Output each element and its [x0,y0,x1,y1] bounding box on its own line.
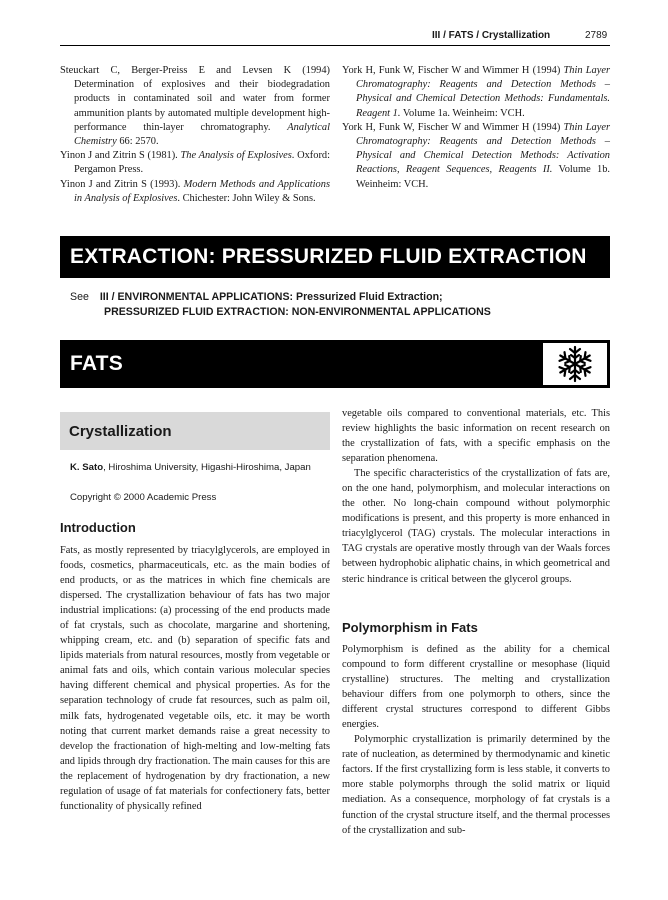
right-column-top [342,406,610,587]
page-number: 2789 [585,30,608,41]
fats-banner-title: FATS [70,352,123,375]
polymorphism-heading: Polymorphism in Fats [342,620,478,635]
see-label: See [70,291,89,303]
article-title-box [60,412,330,450]
fats-banner [60,340,610,388]
body-paragraph: The specific characteristics of the crystallization of fats are, on the one hand, polymorphism, and molecular interactions on the other. No long-chain compound without polymorphic modifications is present, and this property is more enhanced in triacylglycerol (TAG) crystals. The molecular interactions in TAG crystals are operative mostly through van der Waals forces between hydrophobic aliphatic chains, in which geometrical and steric hindrance is critical between the glycerol groups. [342,468,610,585]
introduction-heading: Introduction [60,520,136,535]
right-column-bottom [342,642,610,838]
reference-entry: Steuckart C, Berger-Preiss E and Levsen K (1994) Determination of explosives and their biodegradation products in contaminated soil and water from former ammunition plants by automated multiple development high-performance thin-layer chromatography. Analytical Chemistry 66: 2570. [60,65,330,148]
author-block [70,460,332,475]
references-right-column [342,64,610,192]
introduction-column [60,543,330,814]
article-title: Crystallization [69,422,172,440]
body-paragraph: Polymorphism is defined as the ability for a chemical compound to form different crystalline or mesophase (liquid crystalline) structures. The melting and crystallization behaviour differs from one polymorph to others, since the different crystal structures correspond to different Gibbs energies. [342,644,610,731]
body-paragraph: Polymorphic crystallization is primarily determined by the rate of nucleation, as determined by thermodynamic and kinetic factors. If the first crystallizing form is less stable, it converts to more stable polymorphs through the solid matrix or liquid mediation. As a consequence, morphology of fat crystals is a function of the crystal structure itself, and the thermal processes of the crystallization and sub- [342,734,610,836]
author-affiliation: , Hiroshima University, Higashi-Hiroshima, Japan [103,462,311,473]
reference-entry: York H, Funk W, Fischer W and Wimmer H (1994) Thin Layer Chromatography: Reagents and Detection Methods – Physical and Chemical Detection Methods: Fundamentals. Reagent 1. Volume 1a. Weinheim: VCH. [342,65,610,119]
introduction-paragraph: Fats, as mostly represented by triacylglycerols, are employed in foods, cosmetics, pharmaceuticals, etc. as the main bodies of end products, or as the matrices in which fine chemicals are dispersed. The crystallization behaviour of fats has two major industrial implications: (a) processing of the end products made of fat crystals, such as chocolate, margarine and shortening, whipping cream, etc. and (b) separation of specific fats and lipids materials from natural resources, mostly from vegetable or animal fats and oils, which contain various molecular species having different chemical and physical properties. As for the separation technology of crude fat resources, such as palm oil, milk fats, hydrogenated vegetable oils, etc. it may be worth noting that current market demands raise a great necessity to develop the fractionation of high-melting and low-melting fats and lipids through dry fractionation. The main causes for this are the replacement of hydrogenation by dry fractionation, a new regulation of usage of fat materials for confectionery fats, better functionality of physically refined [60,545,330,812]
body-paragraph: vegetable oils compared to conventional materials, etc. This review highlights the basic information on recent research on the crystallization of fats, with a specific emphasis on the separation phenomena. [342,408,610,465]
see-link-non-environmental[interactable]: PRESSURIZED FLUID EXTRACTION: NON-ENVIRONMENTAL APPLICATIONS [104,306,491,318]
reference-entry: York H, Funk W, Fischer W and Wimmer H (1994) Thin Layer Chromatography: Reagents and Detection Methods – Physical and Chemical Detection Methods: Activation Reactions, Reagent Sequences, Reagents II. Volume 1b. Weinheim: VCH. [342,121,610,190]
see-also-crossref [70,290,610,320]
copyright-line: Copyright © 2000 Academic Press [70,492,217,503]
snowflake-icon [543,343,607,385]
reference-entry: Yinon J and Zitrin S (1981). The Analysis of Explosives. Oxford: Pergamon Press. [60,150,330,176]
author-name: K. Sato [70,462,104,473]
running-header-section: III / FATS / Crystallization [432,30,551,41]
extraction-banner-title: EXTRACTION: PRESSURIZED FLUID EXTRACTION [70,245,587,268]
see-link-environmental[interactable]: III / ENVIRONMENTAL APPLICATIONS: Pressurized Fluid Extraction; [99,291,443,303]
header-rule [60,45,610,46]
extraction-banner [60,236,610,278]
references-left-column [60,64,330,206]
reference-entry: Yinon J and Zitrin S (1993). Modern Methods and Applications in Analysis of Explosives. Chichester: John Wiley & Sons. [60,178,330,204]
